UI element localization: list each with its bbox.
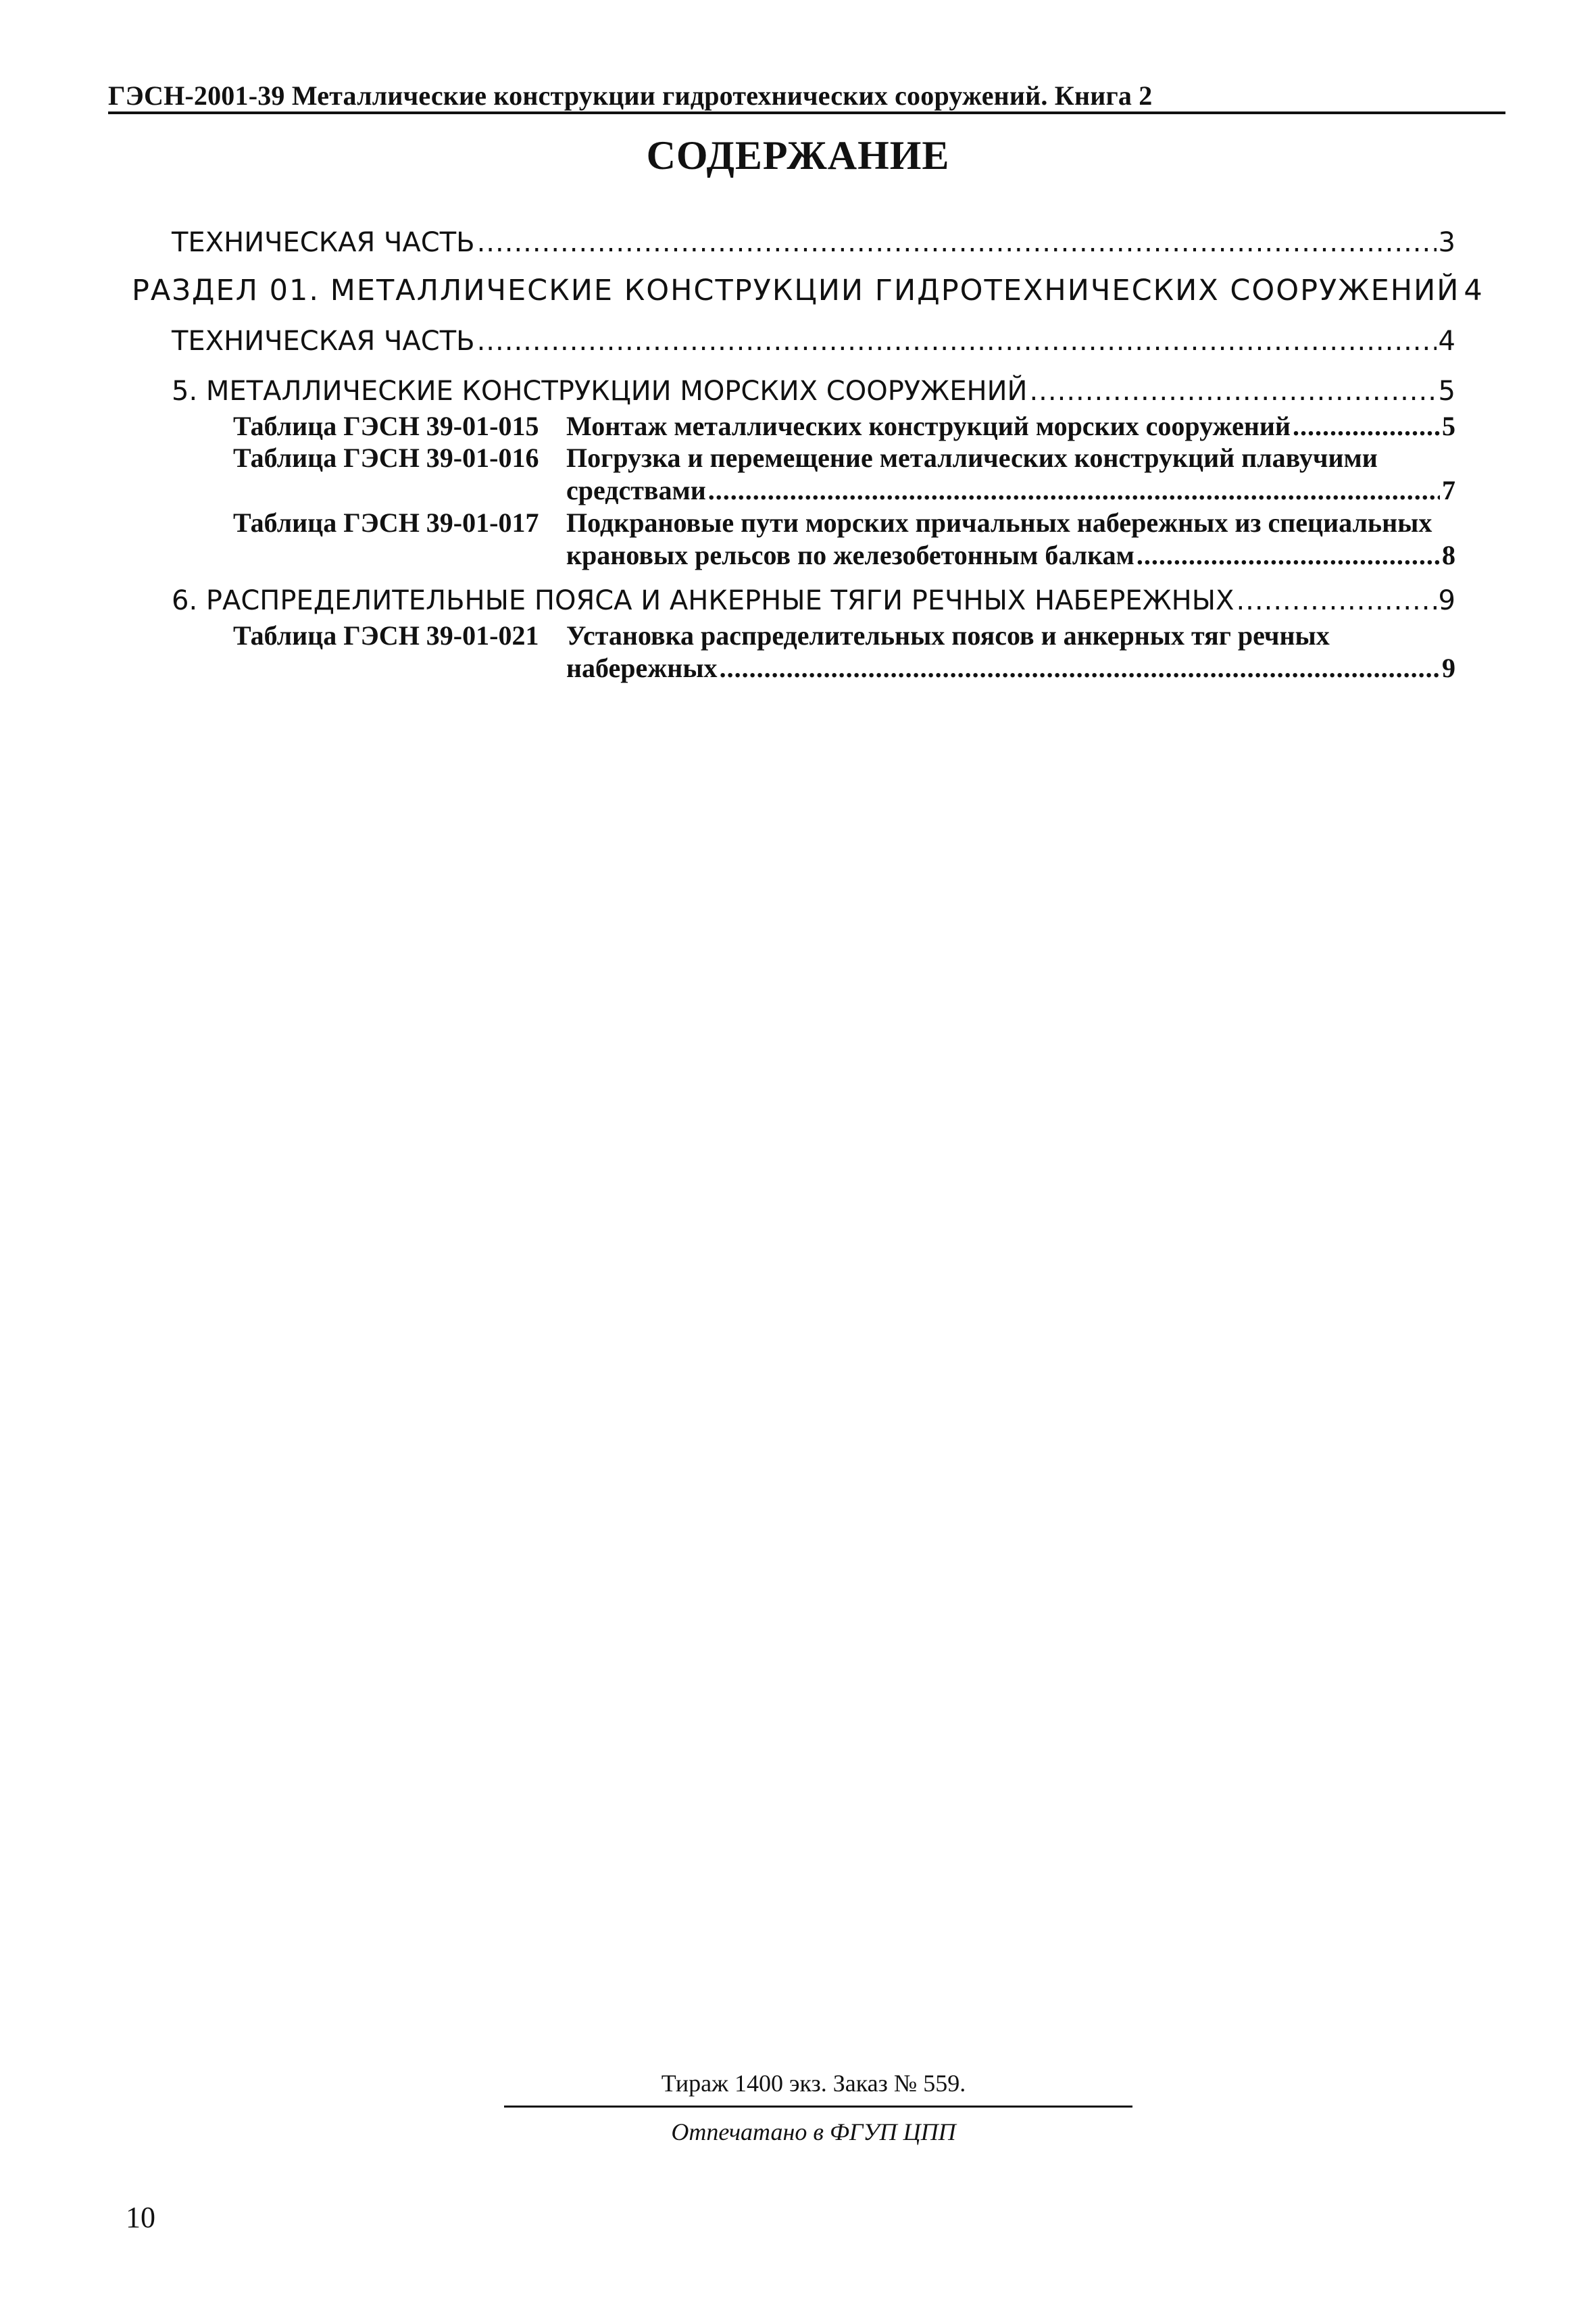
toc-entry-table-021[interactable] xyxy=(566,652,1455,684)
header-rule xyxy=(108,111,1505,114)
toc-entry-table-015[interactable] xyxy=(566,410,1455,442)
toc-entry-label: 5. МЕТАЛЛИЧЕСКИЕ КОНСТРУКЦИИ МОРСКИХ СООРУЖЕНИЙ xyxy=(172,376,1028,407)
page-title: СОДЕРЖАНИЕ xyxy=(646,133,950,178)
running-header: ГЭСН-2001-39 Металлические конструкции гидротехнических сооружений. Книга 2 xyxy=(108,80,1153,111)
toc-entry-label: средствами xyxy=(566,475,706,505)
printed-by: Отпечатано в ФГУП ЦПП xyxy=(671,2118,956,2145)
toc-entry-section-6[interactable] xyxy=(172,585,1455,616)
leader-dots xyxy=(1029,376,1436,407)
leader-dots xyxy=(720,652,1440,684)
toc-page-number: 8 xyxy=(1442,540,1455,570)
leader-dots xyxy=(1137,539,1440,571)
leader-dots xyxy=(708,474,1440,506)
toc-entry-label: крановых рельсов по железобетонным балкам xyxy=(566,540,1134,570)
toc-entry-label: ТЕХНИЧЕСКАЯ ЧАСТЬ xyxy=(172,326,475,357)
toc-entry-table-016[interactable] xyxy=(566,474,1455,506)
toc-entry-table-016-line1: Погрузка и перемещение металлических конструкций плавучими xyxy=(566,443,1378,473)
toc-entry-section-5[interactable] xyxy=(172,376,1455,407)
footer-rule xyxy=(504,2106,1132,2108)
leader-dots xyxy=(1293,410,1440,442)
toc-page-number: 9 xyxy=(1438,585,1455,616)
toc-entry-label: 6. РАСПРЕДЕЛИТЕЛЬНЫЕ ПОЯСА И АНКЕРНЫЕ ТЯГИ РЕЧНЫХ НАБЕРЕЖНЫХ xyxy=(172,585,1235,616)
table-ref-015[interactable]: Таблица ГЭСН 39-01-015 xyxy=(233,411,539,441)
print-run-info: Тираж 1400 экз. Заказ № 559. xyxy=(661,2070,966,2097)
table-ref-017[interactable]: Таблица ГЭСН 39-01-017 xyxy=(233,507,539,538)
toc-entry-label: ТЕХНИЧЕСКАЯ ЧАСТЬ xyxy=(172,227,475,258)
table-ref-021[interactable]: Таблица ГЭСН 39-01-021 xyxy=(233,620,539,651)
toc-page-number: 5 xyxy=(1438,376,1455,407)
toc-page-number: 5 xyxy=(1442,411,1455,441)
toc-entry-table-021-line1: Установка распределительных поясов и анкерных тяг речных xyxy=(566,620,1330,651)
toc-entry-razdel-01[interactable] xyxy=(132,274,1484,307)
toc-page-number: 3 xyxy=(1438,227,1455,258)
toc-page-number: 7 xyxy=(1442,475,1455,505)
toc-entry-label: набережных xyxy=(566,653,718,683)
toc-entry-tech-part-2[interactable] xyxy=(172,326,1455,357)
table-ref-016[interactable]: Таблица ГЭСН 39-01-016 xyxy=(233,443,539,473)
leader-dots xyxy=(477,227,1437,258)
toc-page-number: 9 xyxy=(1442,653,1455,683)
toc-entry-table-017[interactable] xyxy=(566,539,1455,571)
page-number: 10 xyxy=(126,2201,155,2234)
toc-page-number: 4 xyxy=(1464,274,1484,307)
leader-dots xyxy=(1236,585,1436,616)
toc-entry-table-017-line1: Подкрановые пути морских причальных набережных из специальных xyxy=(566,507,1432,538)
toc-page-number: 4 xyxy=(1438,326,1455,357)
toc-entry-tech-part-1[interactable] xyxy=(172,227,1455,258)
leader-dots xyxy=(477,326,1437,357)
toc-entry-label: РАЗДЕЛ 01. МЕТАЛЛИЧЕСКИЕ КОНСТРУКЦИИ ГИДРОТЕХНИЧЕСКИХ СООРУЖЕНИЙ xyxy=(132,274,1460,307)
toc-entry-label: Монтаж металлических конструкций морских сооружений xyxy=(566,411,1291,441)
